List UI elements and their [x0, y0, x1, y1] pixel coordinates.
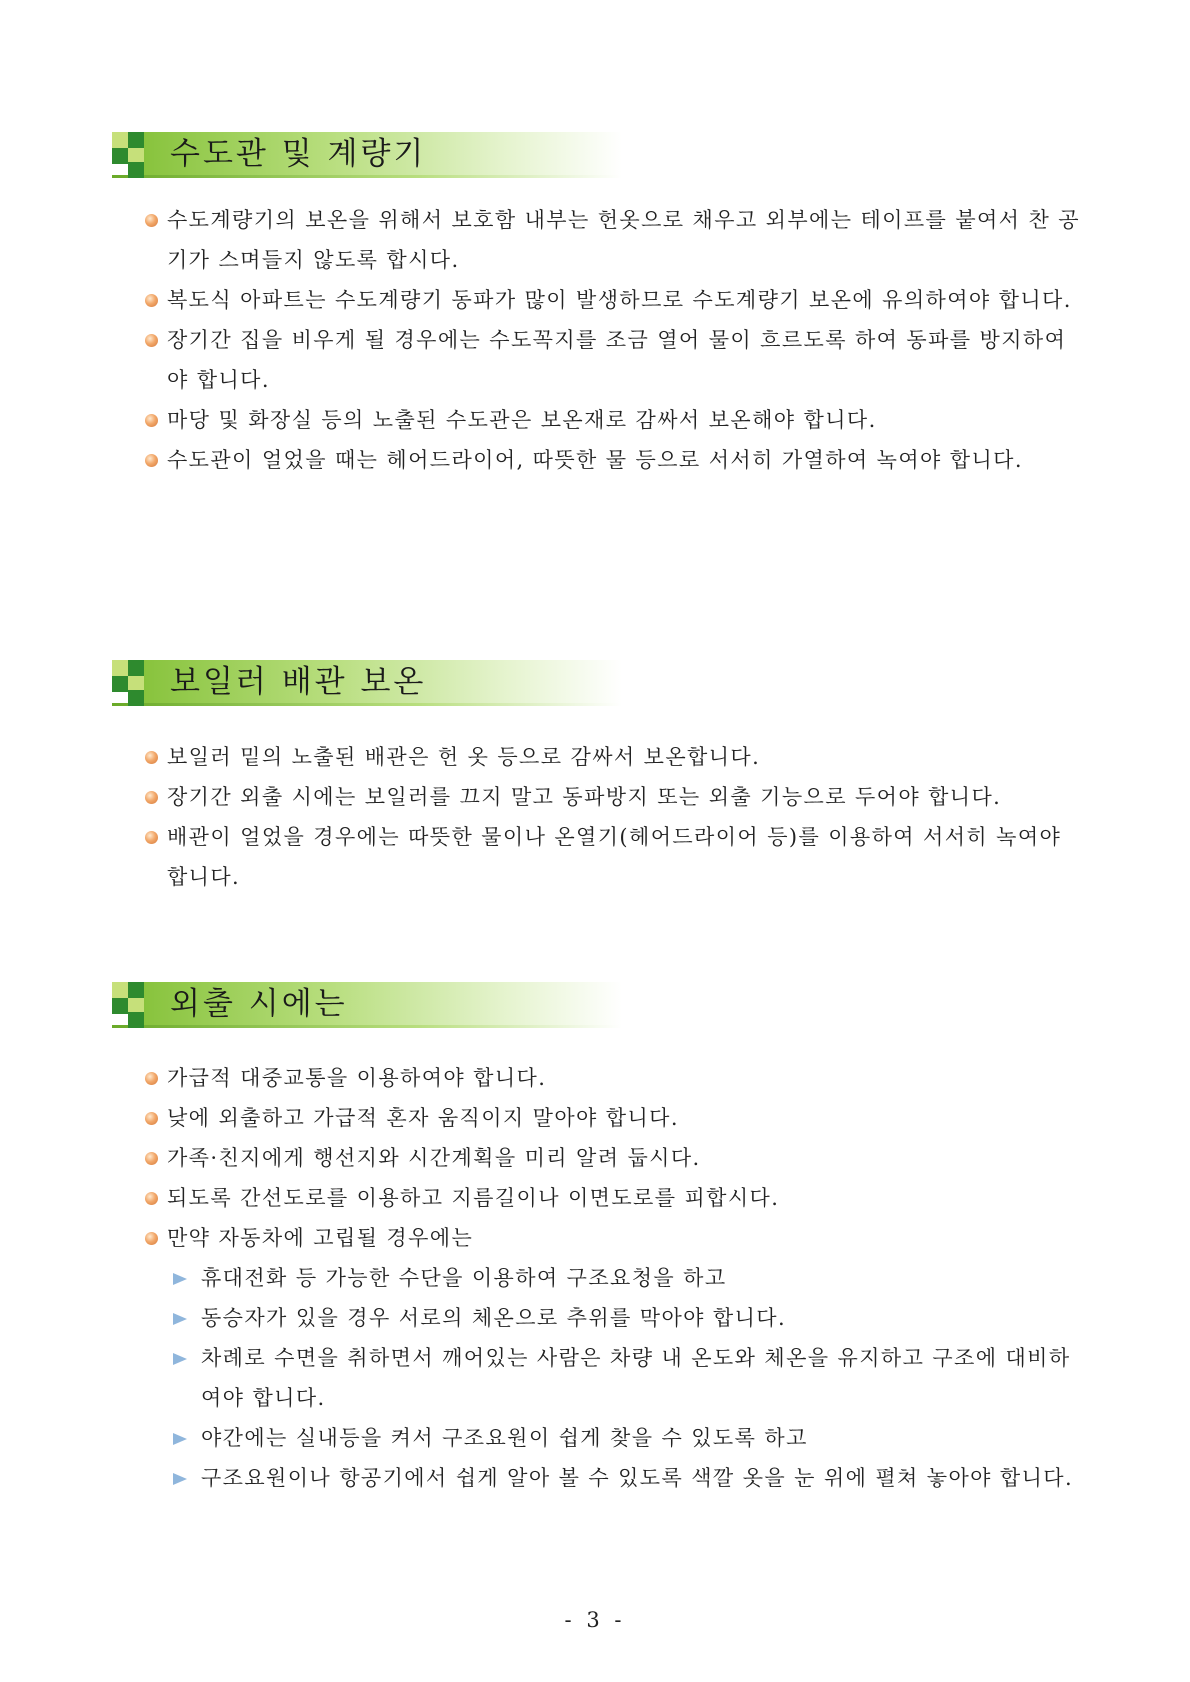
bullet-icon — [145, 454, 158, 467]
list-item-text: 되도록 간선도로를 이용하고 지름길이나 이면도로를 피합시다. — [167, 1186, 780, 1210]
list-item-text: 마당 및 화장실 등의 노출된 수도관은 보온재로 감싸서 보온해야 합니다. — [167, 408, 877, 432]
list-item-text: 배관이 얼었을 경우에는 따뜻한 물이나 온열기(헤어드라이어 등)를 이용하여 서서히 녹여야 합니다. — [167, 825, 1062, 889]
list-item-text: 낮에 외출하고 가급적 혼자 움직이지 말아야 합니다. — [167, 1106, 679, 1130]
list-item — [145, 1058, 1080, 1098]
arrow-right-icon — [173, 1273, 187, 1285]
list-item — [145, 320, 1080, 400]
list-item — [145, 1138, 1080, 1178]
boiler-list — [145, 737, 1080, 897]
list-item — [145, 817, 1080, 897]
header-decoration-square — [128, 132, 144, 148]
bullet-icon — [145, 334, 158, 347]
sub-list-item — [173, 1298, 1080, 1338]
list-item-text: 복도식 아파트는 수도계량기 동파가 많이 발생하므로 수도계량기 보온에 유의하여야 합니다. — [167, 288, 1072, 312]
list-item-text: 수도계량기의 보온을 위해서 보호함 내부는 헌옷으로 채우고 외부에는 테이프를 붙여서 찬 공기가 스며들지 않도록 합시다. — [167, 208, 1080, 272]
list-item-text: 보일러 밑의 노출된 배관은 헌 옷 등으로 감싸서 보온합니다. — [167, 745, 761, 769]
going-out-list — [145, 1058, 1080, 1498]
list-item — [145, 777, 1080, 817]
section-header-going-out — [112, 982, 622, 1028]
sub-list-item-text: 차례로 수면을 취하면서 깨어있는 사람은 차량 내 온도와 체온을 유지하고 구조에 대비하여야 합니다. — [201, 1346, 1071, 1410]
bullet-icon — [145, 1232, 158, 1245]
header-underline — [112, 703, 622, 706]
header-decoration-square — [128, 162, 144, 178]
list-item-text: 가급적 대중교통을 이용하여야 합니다. — [167, 1066, 547, 1090]
list-item — [145, 280, 1080, 320]
list-item — [145, 200, 1080, 280]
bullet-icon — [145, 1072, 158, 1085]
list-item-text: 장기간 집을 비우게 될 경우에는 수도꼭지를 조금 열어 물이 흐르도록 하여 동파를 방지하여야 합니다. — [167, 328, 1067, 392]
arrow-right-icon — [173, 1313, 187, 1325]
sub-list-item — [173, 1338, 1080, 1418]
bullet-icon — [145, 791, 158, 804]
header-underline — [112, 175, 622, 178]
section-title: 수도관 및 계량기 — [170, 136, 427, 172]
sub-list-item — [173, 1458, 1080, 1498]
section-header-water-pipe — [112, 132, 622, 178]
list-item — [145, 1178, 1080, 1218]
bullet-icon — [145, 1152, 158, 1165]
arrow-right-icon — [173, 1433, 187, 1445]
arrow-right-icon — [173, 1353, 187, 1365]
bullet-icon — [145, 214, 158, 227]
bullet-icon — [145, 1112, 158, 1125]
list-item-text: 만약 자동차에 고립될 경우에는 — [167, 1226, 474, 1250]
list-item — [145, 1098, 1080, 1138]
arrow-right-icon — [173, 1473, 187, 1485]
header-decoration-square — [112, 998, 128, 1014]
list-item — [145, 400, 1080, 440]
page-number: - 3 - — [564, 1608, 626, 1632]
list-item-text: 가족·친지에게 행선지와 시간계획을 미리 알려 둡시다. — [167, 1146, 701, 1170]
list-item-text: 장기간 외출 시에는 보일러를 끄지 말고 동파방지 또는 외출 기능으로 두어야 합니다. — [167, 785, 1002, 809]
sub-list-item-text: 야간에는 실내등을 켜서 구조요원이 쉽게 찾을 수 있도록 하고 — [201, 1426, 808, 1450]
section-header-boiler — [112, 660, 622, 706]
bullet-icon — [145, 751, 158, 764]
header-decoration-square — [112, 148, 128, 164]
water-pipe-list — [145, 200, 1080, 480]
sub-list-item — [173, 1258, 1080, 1298]
header-decoration-square — [112, 676, 128, 692]
sub-list-item-text: 구조요원이나 항공기에서 쉽게 알아 볼 수 있도록 색깔 옷을 눈 위에 펼쳐 놓아야 합니다. — [201, 1466, 1074, 1490]
section-title: 보일러 배관 보온 — [170, 664, 427, 700]
header-underline — [112, 1025, 622, 1028]
header-decoration-square — [112, 660, 128, 676]
header-decoration-square — [112, 982, 128, 998]
header-decoration-square — [128, 982, 144, 998]
list-item-text: 수도관이 얼었을 때는 헤어드라이어, 따뜻한 물 등으로 서서히 가열하여 녹여야 합니다. — [167, 448, 1023, 472]
header-decoration-square — [128, 690, 144, 706]
bullet-icon — [145, 414, 158, 427]
bullet-icon — [145, 1192, 158, 1205]
header-decoration-square — [128, 660, 144, 676]
list-item — [145, 737, 1080, 777]
header-decoration-square — [112, 132, 128, 148]
sub-list-item-text: 동승자가 있을 경우 서로의 체온으로 추위를 막아야 합니다. — [201, 1306, 787, 1330]
list-item — [145, 440, 1080, 480]
list-item — [145, 1218, 1080, 1258]
bullet-icon — [145, 831, 158, 844]
sub-list-item — [173, 1418, 1080, 1458]
bullet-icon — [145, 294, 158, 307]
sub-list-item-text: 휴대전화 등 가능한 수단을 이용하여 구조요청을 하고 — [201, 1266, 727, 1290]
section-title: 외출 시에는 — [170, 986, 348, 1022]
header-decoration-square — [128, 1012, 144, 1028]
